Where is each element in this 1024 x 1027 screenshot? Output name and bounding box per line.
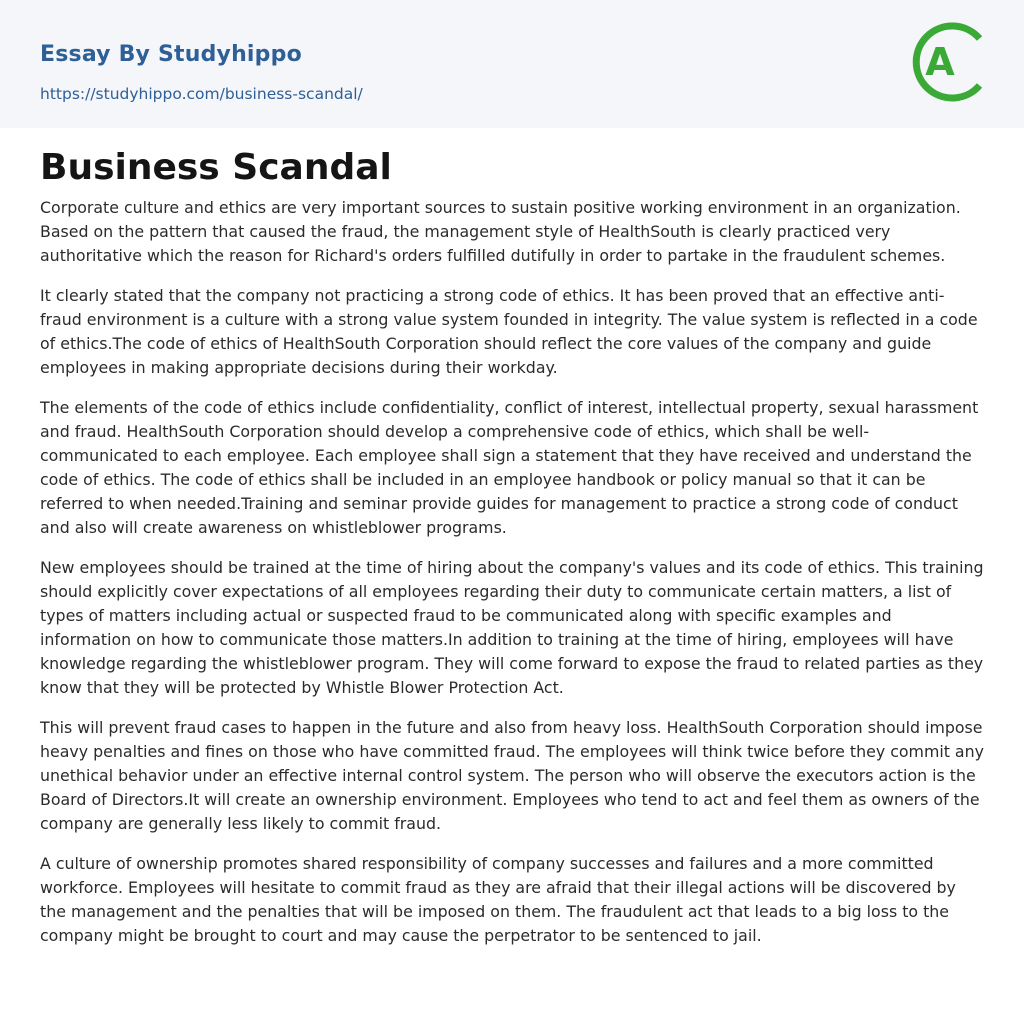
logo-letter: A [925,40,955,84]
site-header [0,0,1024,128]
article-paragraph: It clearly stated that the company not practicing a strong code of ethics. It has been proved that an effective anti-fraud environment is a culture with a strong value system founded in integrity. The value system is reflected in a code of ethics.The code of ethics of HealthSouth Corporation should reflect the core values of the company and guide employees in making appropriate decisions during their workday. [40,286,978,377]
article-paragraph: Corporate culture and ethics are very important sources to sustain positive working environment in an organization. Based on the pattern that caused the fraud, the management style of HealthSouth is clearly practiced very authoritative which the reason for Richard's orders fulfilled dutifully in order to partake in the fraudulent schemes. [40,198,961,265]
article-title: Business Scandal [40,147,392,188]
site-brand[interactable]: Essay By Studyhippo [40,42,302,67]
article [40,146,985,964]
article-paragraph: New employees should be trained at the time of hiring about the company's values and its code of ethics. This training should explicitly cover expectations of all employees regarding their duty to communicate certain matters, a list of types of matters including actual or suspected fraud to be communicated along with specific examples and information on how to communicate those matters.In addition to training at the time of hiring, employees will have knowledge regarding the whistleblower program. They will come forward to expose the fraud to related parties as they know that they will be protected by Whistle Blower Protection Act. [40,558,984,697]
article-paragraph: The elements of the code of ethics include confidentiality, conflict of interest, intellectual property, sexual harassment and fraud. HealthSouth Corporation should develop a comprehensive code of ethics, which shall be well-communicated to each employee. Each employee shall sign a statement that they have received and understand the code of ethics. The code of ethics shall be included in an employee handbook or policy manual so that it can be referred to when needed.Training and seminar provide guides for management to practice a strong code of conduct and also will create awareness on whistleblower programs. [40,398,979,537]
studyhippo-logo-icon[interactable] [910,18,988,106]
article-paragraph: This will prevent fraud cases to happen in the future and also from heavy loss. HealthSouth Corporation should impose heavy penalties and fines on those who have committed fraud. The employees will think twice before they commit any unethical behavior under an effective internal control system. The person who will observe the executors action is the Board of Directors.It will create an ownership environment. Employees who tend to act and feel them as owners of the company are generally less likely to commit fraud. [40,718,984,833]
article-paragraph: A culture of ownership promotes shared responsibility of company successes and failures and a more committed workforce. Employees will hesitate to commit fraud as they are afraid that their illegal actions will be discovered by the management and the penalties that will be imposed on them. The fraudulent act that leads to a big loss to the company might be brought to court and may cause the perpetrator to be sentenced to jail. [40,854,956,945]
page-url-link[interactable]: https://studyhippo.com/business-scandal/ [40,85,363,103]
